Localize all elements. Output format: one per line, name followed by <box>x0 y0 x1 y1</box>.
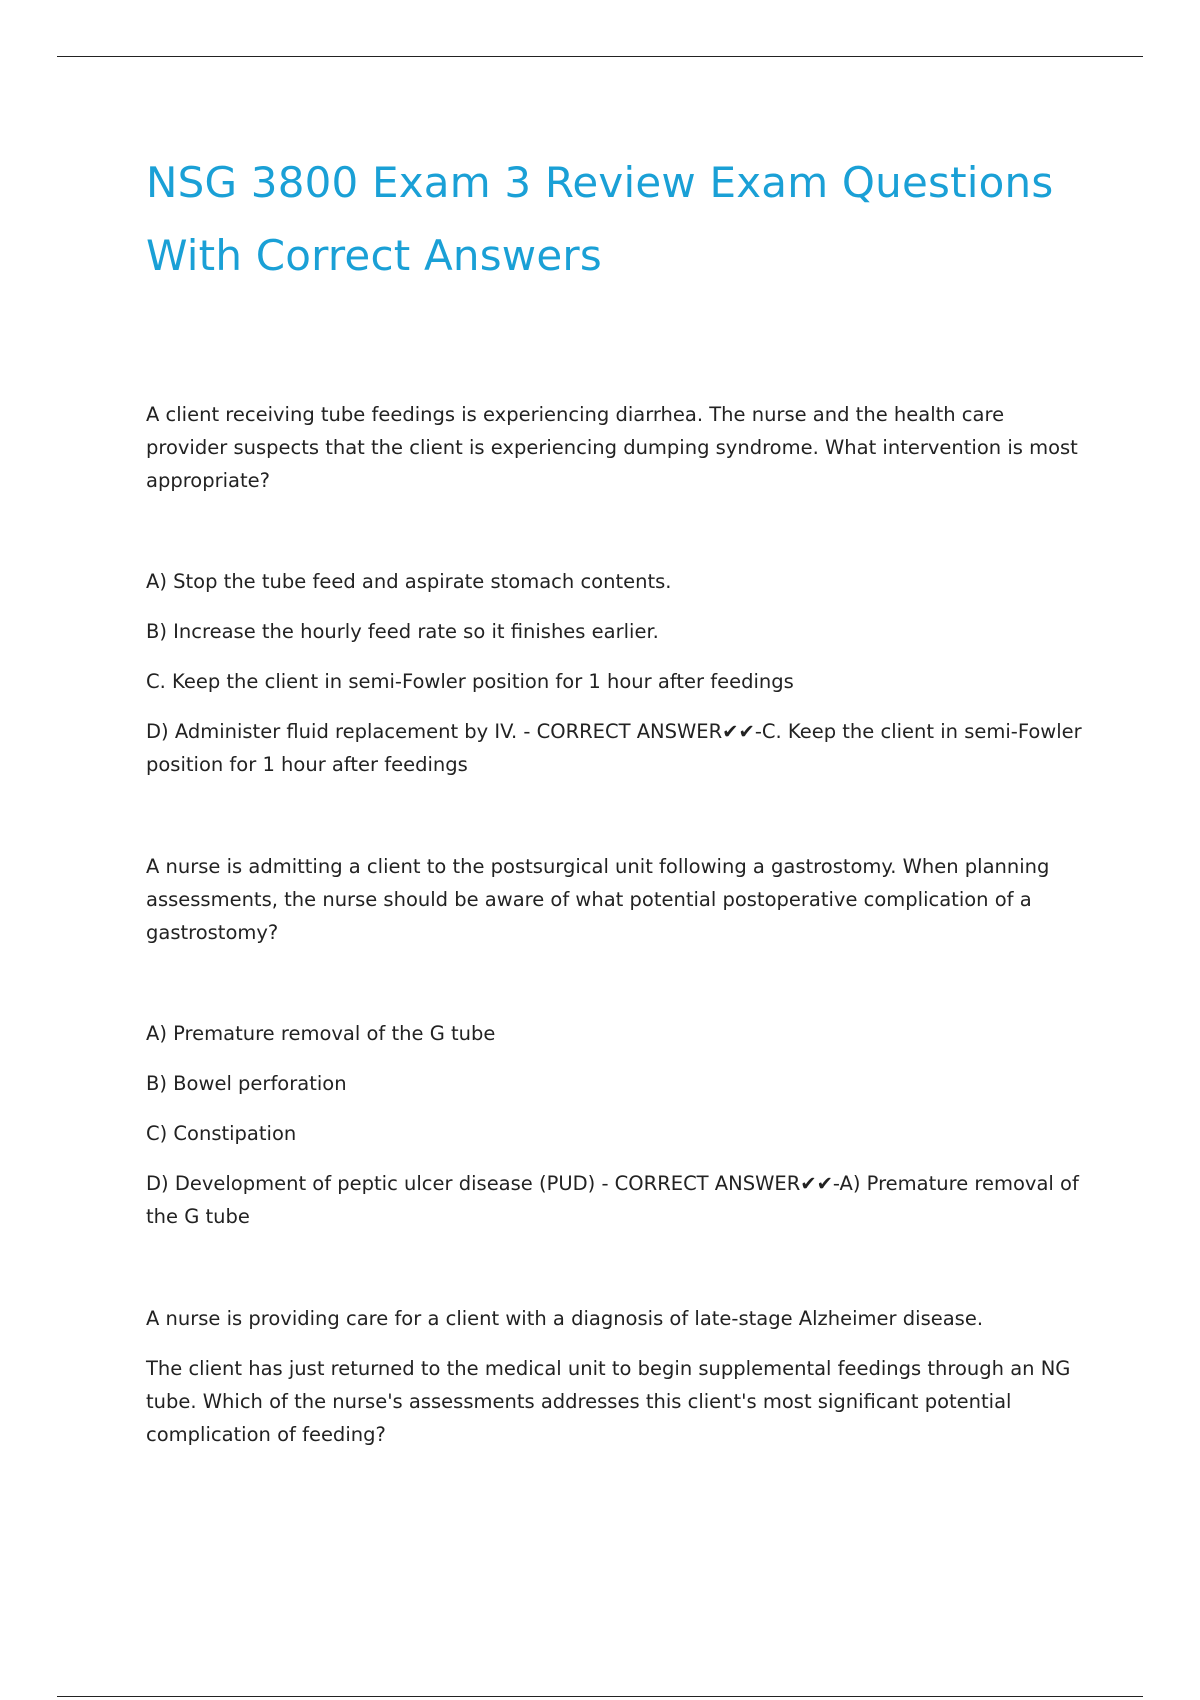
question-3-stem-part-1 <box>146 1302 1086 1335</box>
title-block <box>146 146 1086 292</box>
question-2-option-d-answer: D) Development of peptic ulcer disease (PUD) - CORRECT ANSWER✔✔-A) Premature removal of the G tube <box>146 1172 1079 1228</box>
question-2-option-b: B) Bowel perforation <box>146 1072 347 1095</box>
top-rule <box>57 56 1143 57</box>
question-1-stem <box>146 398 1086 497</box>
bottom-rule <box>57 1696 1143 1697</box>
question-1-option-d-answer: D) Administer fluid replacement by IV. - CORRECT ANSWER✔✔-C. Keep the client in semi-Fowler position for 1 hour after feedings <box>146 720 1082 776</box>
title-line-2: With Correct Answers <box>146 231 602 280</box>
title-line-1: NSG 3800 Exam 3 Review Exam Questions <box>146 158 1054 207</box>
question-1-option-c: C. Keep the client in semi-Fowler position for 1 hour after feedings <box>146 670 794 693</box>
question-2-stem-text: A nurse is admitting a client to the postsurgical unit following a gastrostomy. When planning assessments, the nurse should be aware of what potential postoperative complication of a gastrostomy? <box>146 855 1050 944</box>
question-1-stem-text: A client receiving tube feedings is experiencing diarrhea. The nurse and the health care provider suspects that the client is experiencing dumping syndrome. What intervention is most appropriate? <box>146 403 1078 492</box>
question-2-option-a: A) Premature removal of the G tube <box>146 1022 496 1045</box>
question-3-stem-part-2 <box>146 1352 1086 1451</box>
question-2-option-c: C) Constipation <box>146 1122 297 1145</box>
question-1-option-b: B) Increase the hourly feed rate so it finishes earlier. <box>146 620 659 643</box>
question-3-stem-part-1-text: A nurse is providing care for a client with a diagnosis of late-stage Alzheimer disease. <box>146 1307 984 1330</box>
document-title <box>146 146 1086 292</box>
question-1-option-a: A) Stop the tube feed and aspirate stomach contents. <box>146 570 672 593</box>
question-2-stem <box>146 850 1086 949</box>
question-3-stem-part-2-text: The client has just returned to the medical unit to begin supplemental feedings through an NG tube. Which of the nurse's assessments addresses this client's most significant potential complication of feeding? <box>146 1357 1071 1446</box>
